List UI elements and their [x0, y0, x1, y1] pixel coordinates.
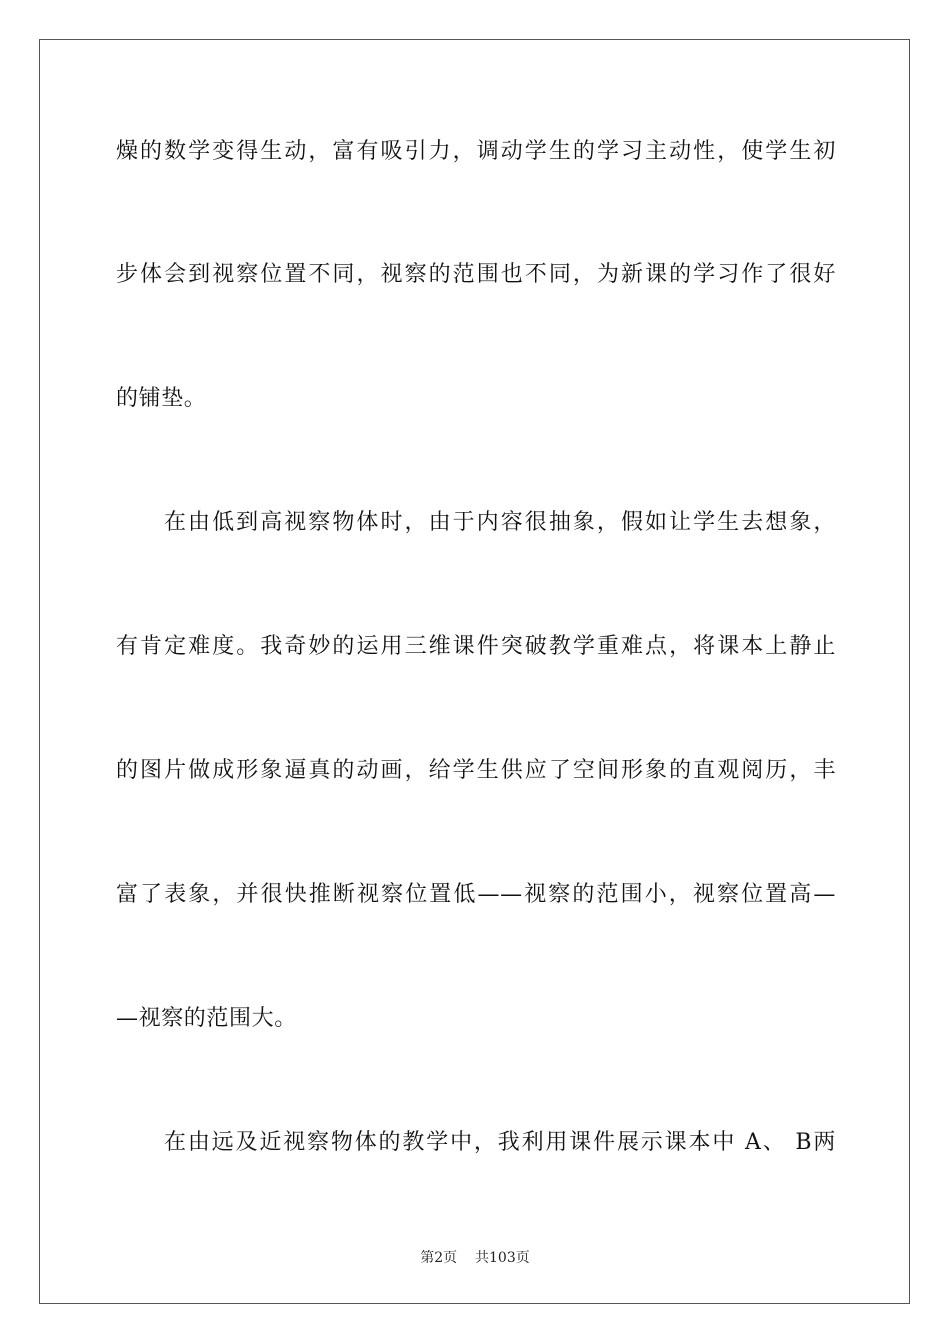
paragraph-line: 有肯定难度。我奇妙的运用三维课件突破教学重难点，将课本上静止 [116, 634, 836, 659]
paragraph-line: 的铺垫。 [116, 386, 207, 411]
paragraph-line: 燥的数学变得生动，富有吸引力，调动学生的学习主动性，使学生初 [116, 139, 836, 164]
paragraph-line: —视察的范围大。 [116, 1006, 297, 1031]
paragraph-line: 在由低到高视察物体时，由于内容很抽象，假如让学生去想象， [164, 510, 836, 535]
page-number: 第2页 [420, 1250, 458, 1266]
page-total: 共103页 [475, 1250, 530, 1266]
page-footer [0, 1248, 950, 1268]
paragraph-line: 在由远及近视察物体的教学中，我利用课件展示课本中 A、 B两 [164, 1130, 836, 1155]
paragraph-line: 的图片做成形象逼真的动画，给学生供应了空间形象的直观阅历，丰 [116, 758, 836, 783]
paragraph-line: 富了表象，并很快推断视察位置低——视察的范围小，视察位置高— [116, 882, 836, 907]
page-frame [39, 39, 910, 1304]
paragraph-line: 步体会到视察位置不同，视察的范围也不同，为新课的学习作了很好 [116, 262, 836, 287]
